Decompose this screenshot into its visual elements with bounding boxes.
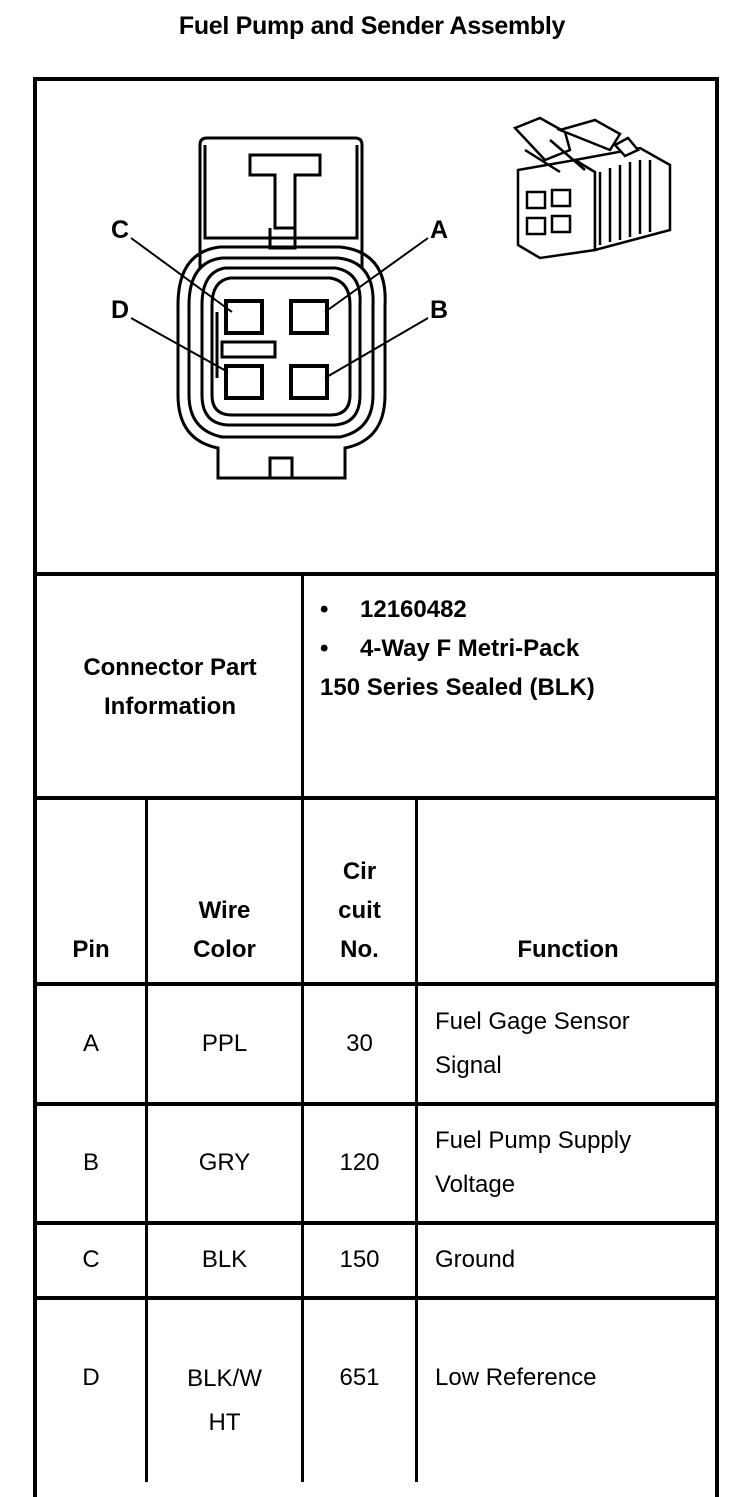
- header-wire-color: Wire Color: [193, 897, 256, 963]
- connector-type: 4-Way F Metri-Pack: [360, 635, 580, 662]
- row-a-wire: PPL: [201, 1030, 248, 1057]
- header-function: Function: [517, 936, 619, 963]
- row-a-circuit: 30: [346, 1030, 373, 1057]
- divider-row-a: [33, 1102, 719, 1106]
- connector-part-info-label: Connector Part Information: [83, 654, 257, 720]
- divider-header: [33, 982, 719, 986]
- header-circuit-no: Cir cuit No.: [338, 858, 381, 963]
- connector-type-bullet: • 4-Way F Metri-Pack: [320, 629, 595, 668]
- row-d-circuit: 651: [339, 1364, 380, 1391]
- page-title: Fuel Pump and Sender Assembly: [178, 12, 566, 40]
- row-d-wire: BLK/W HT: [187, 1365, 262, 1436]
- header-pin: Pin: [72, 936, 110, 963]
- connector-3d-illustration: [500, 110, 680, 260]
- row-c-pin: C: [82, 1246, 100, 1273]
- row-c-function: Ground: [435, 1246, 516, 1273]
- pin-label-b: B: [430, 296, 449, 324]
- divider-row-c: [33, 1296, 719, 1300]
- row-d-pin: D: [82, 1364, 100, 1391]
- row-a-function: Fuel Gage Sensor Signal: [435, 1008, 630, 1079]
- connector-housing: [178, 138, 385, 478]
- divider-col-circuit: [415, 796, 418, 1482]
- pin-label-c: C: [111, 216, 130, 244]
- part-number: 12160482: [360, 596, 467, 623]
- row-a-pin: A: [82, 1030, 99, 1057]
- divider-row-b: [33, 1221, 719, 1225]
- row-c-circuit: 150: [339, 1246, 380, 1273]
- pin-label-d: D: [111, 296, 130, 324]
- row-b-function: Fuel Pump Supply Voltage: [435, 1127, 632, 1198]
- part-number-bullet: • 12160482: [320, 590, 595, 629]
- connector-series: 150 Series Sealed (BLK): [320, 674, 595, 701]
- connector-part-info-values: [320, 590, 595, 707]
- row-b-pin: B: [82, 1149, 99, 1176]
- row-c-wire: BLK: [201, 1246, 248, 1273]
- row-d-function: Low Reference: [435, 1364, 597, 1391]
- pin-label-a: A: [430, 216, 449, 244]
- divider-partinfo: [33, 796, 719, 800]
- row-b-circuit: 120: [339, 1149, 380, 1176]
- row-b-wire: GRY: [198, 1149, 251, 1176]
